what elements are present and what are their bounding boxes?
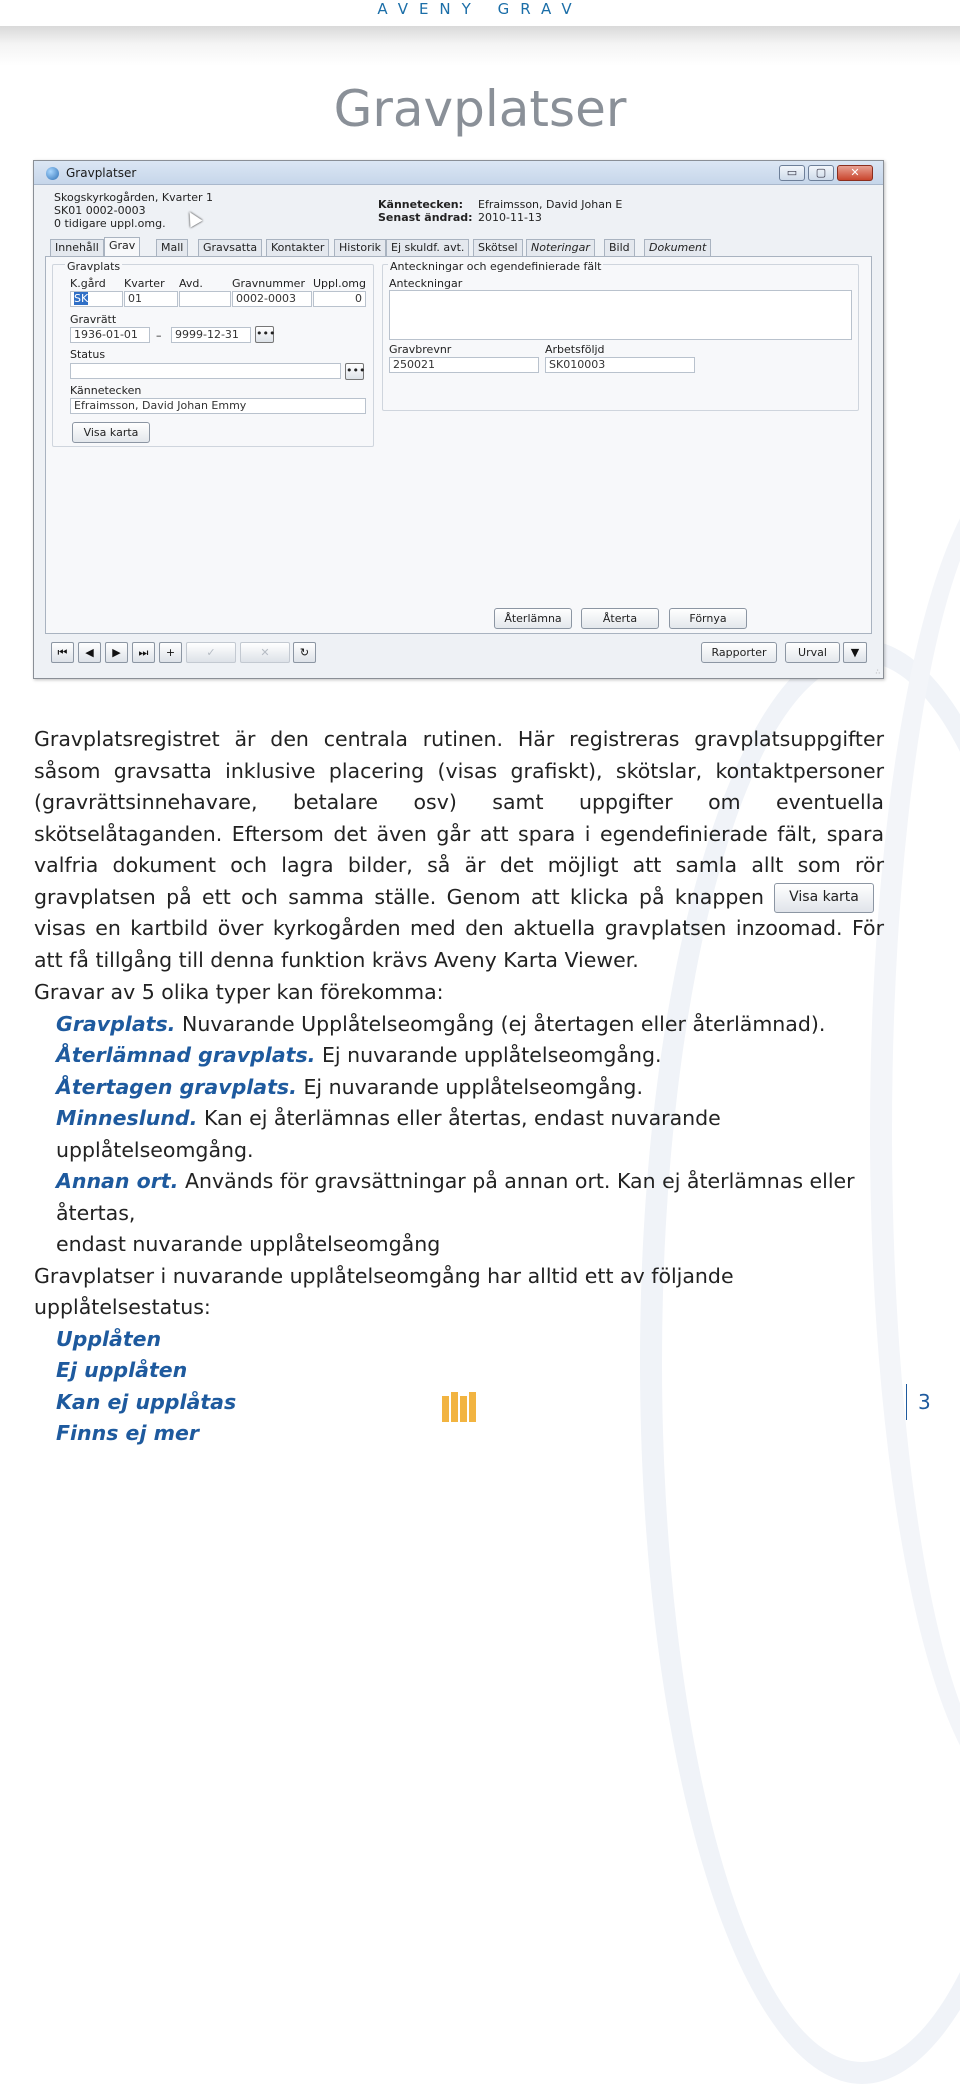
add-record-icon[interactable]: + [159,642,182,663]
type-term: Återlämnad gravplats. [56,1043,316,1067]
tab-innehall[interactable]: Innehåll [50,239,104,256]
type-item [34,1009,914,1041]
anteckningar-group-label: Anteckningar och egendefinierade fält [390,260,602,273]
tab-noteringar[interactable]: Noteringar [526,239,595,256]
kgard-label: K.gård [70,277,106,290]
status-item: Upplåten [56,1326,162,1351]
window-title: Gravplatser [66,166,137,180]
resize-grip-icon[interactable]: ∴ [875,668,880,676]
avd-label: Avd. [179,277,203,290]
gravplatser-window [33,160,884,679]
arbetsfoljd-field[interactable]: SK010003 [545,357,695,373]
type-item [34,1166,914,1229]
anteckningar-field[interactable] [389,290,852,340]
gravbrevnr-label: Gravbrevnr [389,343,452,356]
tab-ej-skuldf[interactable]: Ej skuldf. avt. [386,239,469,256]
senast-andrad-value: 2010-11-13 [478,211,542,224]
grav-tab-panel [45,256,872,634]
first-record-icon[interactable]: ⏮ [51,642,74,663]
kvarter-label: Kvarter [124,277,165,290]
status-more-button[interactable]: ••• [345,363,364,380]
refresh-icon[interactable]: ↻ [293,642,316,663]
inline-visa-karta-button: Visa karta [774,883,874,913]
status-intro: Gravplatser i nuvarande upplåtelseomgång har alltid ett av följande upplåtelsestatus: [34,1263,734,1319]
type-term: Gravplats. [56,1011,176,1036]
next-record-icon[interactable]: ▶ [105,642,128,663]
gravplats-group-label: Gravplats [67,260,121,273]
intro-text-b: visas en kartbild över kyrkogården med den aktuella gravplatsen inzoomad. För att få tillgång till denna funktion krävs Aveny Karta Viewer. [34,916,884,972]
rapporter-button[interactable]: Rapporter [701,642,777,663]
type-desc: Används för gravsättningar på annan ort. Kan ej återlämnas eller återtas, [56,1169,855,1225]
type-item [34,1072,914,1104]
upplomg-field[interactable]: 0 [313,291,366,307]
summary-id: SK01 0002-0003 [54,204,146,217]
aterlamna-button[interactable]: Återlämna [494,608,572,629]
minimize-button[interactable]: ▭ [779,165,805,181]
record-toolbar [45,636,872,670]
type-item [34,1103,914,1166]
tab-bar [48,237,868,256]
type-desc: Kan ej återlämnas eller återtas, endast nuvarande upplåtelseomgång. [56,1106,721,1162]
type-term: Återtagen gravplats. [56,1074,297,1099]
aveny-logo-icon [441,1390,477,1422]
footer-divider [906,1384,907,1420]
tab-grav[interactable]: Grav [104,237,140,257]
status-label: Status [70,348,106,361]
status-item: Ej upplåten [56,1358,188,1382]
grave-meta [378,198,622,224]
type-item-continued: endast nuvarande upplåtelseomgång [56,1232,441,1256]
previous-record-icon[interactable]: ◀ [78,642,101,663]
page-title: Gravplatser [333,80,627,138]
status-item: Kan ej upplåtas [56,1389,237,1414]
app-icon [46,167,59,180]
arbetsfoljd-label: Arbetsföljd [545,343,605,356]
urval-dropdown-icon[interactable]: ▼ [843,642,867,663]
kvarter-field[interactable]: 01 [124,291,178,307]
type-item [34,1040,914,1072]
intro-paragraph [34,724,884,976]
gravnummer-label: Gravnummer [232,277,305,290]
status-item: Finns ej mer [56,1421,199,1445]
gravratt-dash: – [156,329,162,342]
header-brand: AVENY GRAV [377,0,583,18]
kannetecken-meta-label: Kännetecken: [378,198,464,211]
page-number: 3 [918,1390,931,1414]
status-field[interactable] [70,363,341,379]
type-desc: Nuvarande Upplåtelseomgång (ej återtagen eller återlämnad). [182,1011,826,1036]
tab-historik[interactable]: Historik [334,239,386,256]
type-desc: Ej nuvarande upplåtelseomgång. [321,1043,662,1067]
senast-andrad-label: Senast ändrad: [378,211,473,224]
tab-dokument[interactable]: Dokument [644,239,711,256]
gravratt-more-button[interactable]: ••• [255,326,274,343]
fornya-button[interactable]: Förnya [669,608,747,629]
save-record-icon[interactable]: ✓ [186,642,236,663]
kgard-field[interactable] [70,291,123,307]
intro-text-a: Gravplatsregistret är den centrala rutinen. Här registreras gravplatsuppgifter såsom gravsatta inklusive placering (visas grafiskt), skötslar, kontaktpersoner (gravrättsinnehavare, betalare osv) samt uppgifter om eventuella skötselåtaganden. Eftersom det även går att spara i egendefinierade fält, spara valfria dokument och lagra bilder, så är det möjligt att samla allt som rör gravplatsen på ett och samma ställe. Genom att klicka på knappen [34,727,884,909]
upplomg-label: Uppl.omg [313,277,366,290]
header-shadow [0,26,960,66]
tab-skotsel[interactable]: Skötsel [473,239,523,256]
gravratt-to-field[interactable]: 9999-12-31 [171,327,251,343]
gravbrevnr-field[interactable]: 250021 [389,357,539,373]
urval-button[interactable]: Urval [785,642,840,663]
window-titlebar [34,161,883,185]
visa-karta-button[interactable]: Visa karta [72,422,150,443]
grave-types-section [34,977,914,1450]
gravnummer-field[interactable]: 0002-0003 [232,291,312,307]
tab-mall[interactable]: Mall [156,239,188,256]
types-intro: Gravar av 5 olika typer kan förekomma: [34,980,444,1004]
summary-location: Skogskyrkogården, Kvarter 1 [54,191,213,204]
gravratt-from-field[interactable]: 1936-01-01 [70,327,150,343]
kannetecken-meta-value: Efraimsson, David Johan E [478,198,623,211]
kannetecken-field[interactable]: Efraimsson, David Johan Emmy [70,398,366,414]
last-record-icon[interactable]: ⏭ [132,642,155,663]
gravratt-label: Gravrätt [70,313,117,326]
maximize-button[interactable]: ▢ [808,165,834,181]
cancel-record-icon[interactable]: ✕ [240,642,290,663]
summary-previous: 0 tidigare uppl.omg. [54,217,166,230]
kgard-value: SK [74,292,89,305]
type-term: Annan ort. [56,1169,179,1193]
tab-kontakter[interactable]: Kontakter [266,239,329,256]
type-term: Minneslund. [56,1106,198,1130]
avd-field[interactable] [179,291,231,307]
anteckningar-label: Anteckningar [389,277,463,290]
kannetecken-label: Kännetecken [70,384,142,397]
tab-bild[interactable]: Bild [604,239,635,256]
close-button[interactable]: ✕ [837,165,873,181]
aterta-button[interactable]: Återta [581,608,659,629]
type-desc: Ej nuvarande upplåtelseomgång. [303,1074,643,1099]
tab-gravsatta[interactable]: Gravsatta [198,239,262,256]
